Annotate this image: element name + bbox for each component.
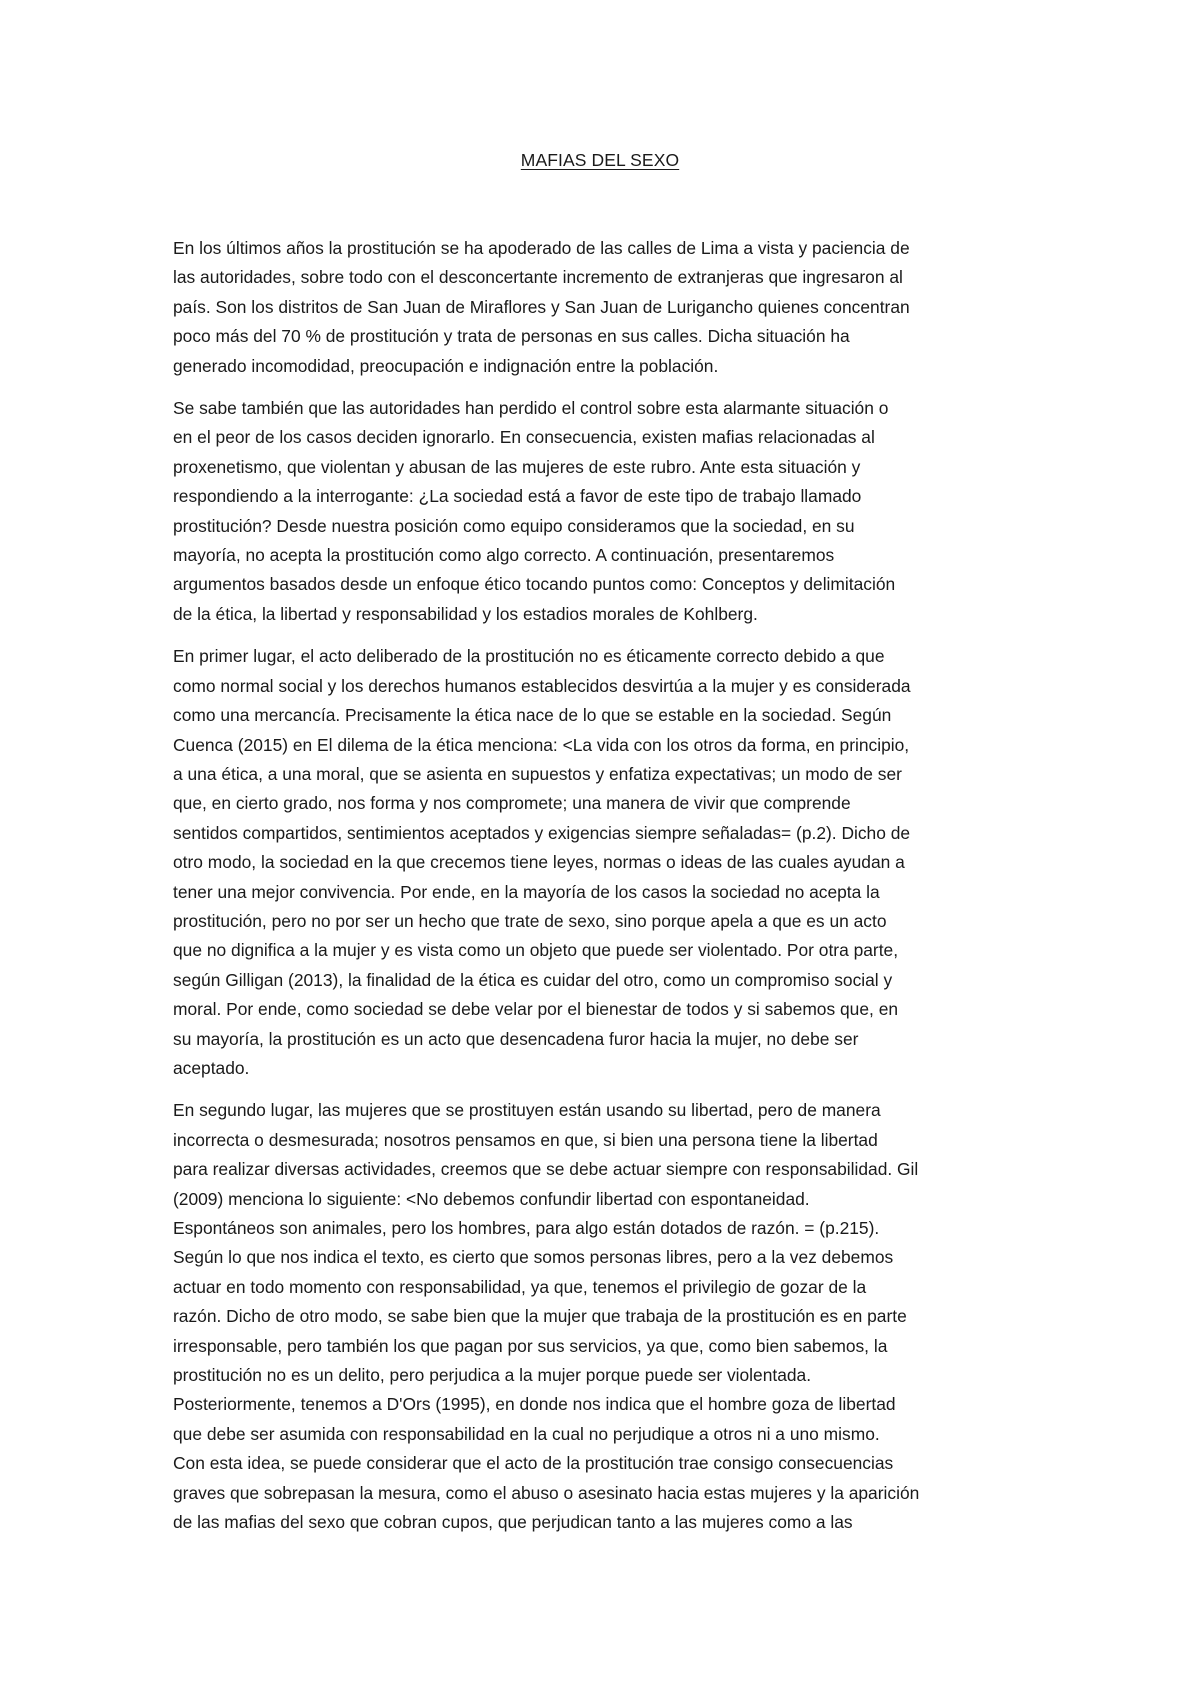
paragraph-line: En primer lugar, el acto deliberado de la prostitución no es éticamente correcto debido a que [173,646,885,667]
paragraph-line: irresponsable, pero también los que pagan por sus servicios, ya que, como bien sabemos, la [173,1335,888,1356]
paragraph-line: las autoridades, sobre todo con el desconcertante incremento de extranjeras que ingresaron al [173,267,903,288]
paragraph-line: sentidos compartidos, sentimientos aceptados y exigencias siempre señaladas= (p.2). Dicho de [173,822,911,843]
paragraph-line: mayoría, no acepta la prostitución como algo correcto. A continuación, presentaremos [173,545,835,566]
document-title-text: MAFIAS DEL SEXO [520,150,680,170]
paragraph-line: que, en cierto grado, nos forma y nos compromete; una manera de vivir que comprende [173,793,851,814]
paragraph-line: tener una mejor convivencia. Por ende, en la mayoría de los casos la sociedad no acepta la [173,881,880,902]
paragraph-line: como normal social y los derechos humanos establecidos desvirtúa a la mujer y es considerada [173,675,911,696]
paragraph-line: incorrecta o desmesurada; nosotros pensamos en que, si bien una persona tiene la libertad [173,1129,878,1150]
paragraph-1 [173,234,1041,381]
paragraph-line: Se sabe también que las autoridades han perdido el control sobre esta alarmante situación o [173,398,889,419]
paragraph-2 [173,394,1041,629]
paragraph-line: prostitución, pero no por ser un hecho que trate de sexo, sino porque apela a que es un acto [173,910,887,931]
paragraph-line: como una mercancía. Precisamente la ética nace de lo que se estable en la sociedad. Según [173,705,892,726]
paragraph-line: En los últimos años la prostitución se ha apoderado de las calles de Lima a vista y paciencia de [173,238,910,258]
paragraph-line: que debe ser asumida con responsabilidad en la cual no perjudique a otros ni a uno mismo. [173,1423,880,1444]
paragraph-line: en el peor de los casos deciden ignorarlo. En consecuencia, existen mafias relacionadas al [173,427,875,448]
paragraph-3 [173,642,1041,1083]
paragraph-line: prostitución? Desde nuestra posición como equipo consideramos que la sociedad, en su [173,515,855,536]
paragraph-line: (2009) menciona lo siguiente: <No debemos confundir libertad con espontaneidad. [173,1188,810,1209]
document-body [173,234,1041,1550]
paragraph-line: Cuenca (2015) en El dilema de la ética menciona: <La vida con los otros da forma, en principio, [173,734,910,755]
paragraph-line: otro modo, la sociedad en la que crecemos tiene leyes, normas o ideas de las cuales ayudan a [173,852,905,873]
paragraph-line: a una ética, a una moral, que se asienta en supuestos y enfatiza expectativas; un modo de ser [173,763,902,784]
paragraph-line: proxenetismo, que violentan y abusan de las mujeres de este rubro. Ante esta situación y [173,456,861,477]
paragraph-line: Según lo que nos indica el texto, es cierto que somos personas libres, pero a la vez debemos [173,1247,894,1268]
paragraph-4 [173,1096,1041,1537]
paragraph-line: que no dignifica a la mujer y es vista como un objeto que puede ser violentado. Por otra parte, [173,940,899,961]
paragraph-line: prostitución no es un delito, pero perjudica a la mujer porque puede ser violentada. [173,1365,812,1386]
paragraph-line: de la ética, la libertad y responsabilidad y los estadios morales de Kohlberg. [173,603,758,624]
paragraph-line: poco más del 70 % de prostitución y trata de personas en sus calles. Dicha situación ha [173,326,850,347]
paragraph-line: actuar en todo momento con responsabilidad, ya que, tenemos el privilegio de gozar de la [173,1276,867,1297]
paragraph-line: En segundo lugar, las mujeres que se prostituyen están usando su libertad, pero de manera [173,1100,881,1121]
paragraph-line: razón. Dicho de otro modo, se sabe bien que la mujer que trabaja de la prostitución es en parte [173,1306,907,1327]
paragraph-line: de las mafias del sexo que cobran cupos, que perjudican tanto a las mujeres como a las [173,1512,853,1533]
paragraph-line: aceptado. [173,1057,250,1078]
paragraph-line: graves que sobrepasan la mesura, como el abuso o asesinato hacia estas mujeres y la aparición [173,1482,920,1503]
paragraph-line: argumentos basados desde un enfoque ético tocando puntos como: Conceptos y delimitación [173,574,896,595]
paragraph-line: Con esta idea, se puede considerar que el acto de la prostitución trae consigo consecuencias [173,1453,894,1474]
paragraph-line: Posteriormente, tenemos a D'Ors (1995), en donde nos indica que el hombre goza de libertad [173,1394,896,1415]
paragraph-line: su mayoría, la prostitución es un acto que desencadena furor hacia la mujer, no debe ser [173,1028,859,1049]
paragraph-line: respondiendo a la interrogante: ¿La sociedad está a favor de este tipo de trabajo llamado [173,486,862,507]
paragraph-line: según Gilligan (2013), la finalidad de la ética es cuidar del otro, como un compromiso social y [173,969,893,990]
paragraph-line: generado incomodidad, preocupación e indignación entre la población. [173,355,719,376]
paragraph-line: Espontáneos son animales, pero los hombres, para algo están dotados de razón. = (p.215). [173,1218,880,1238]
document-title [0,150,1200,171]
paragraph-line: para realizar diversas actividades, creemos que se debe actuar siempre con responsabilidad. Gil [173,1159,919,1180]
paragraph-line: país. Son los distritos de San Juan de Miraflores y San Juan de Lurigancho quienes concentran [173,296,910,317]
paragraph-line: moral. Por ende, como sociedad se debe velar por el bienestar de todos y si sabemos que, en [173,999,899,1020]
